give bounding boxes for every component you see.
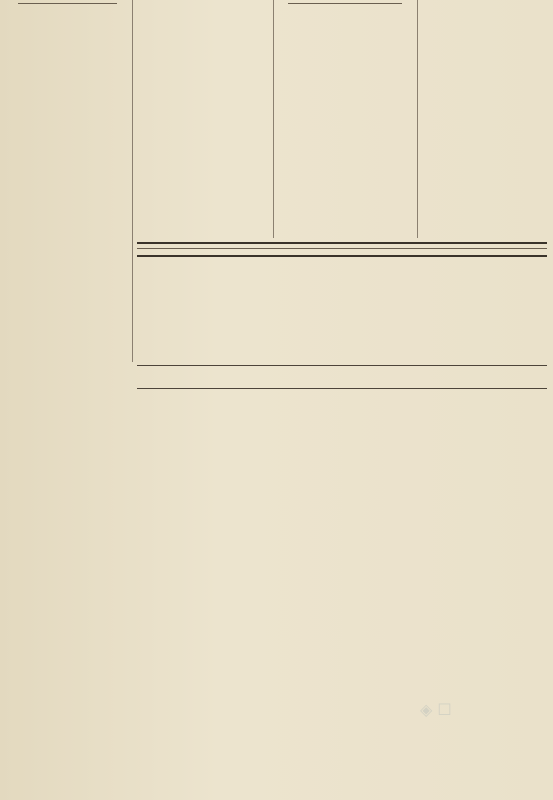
column-divider <box>417 0 418 238</box>
column-divider <box>273 0 274 238</box>
rule <box>137 242 547 244</box>
column-3 <box>276 0 414 7</box>
pueblos-table <box>137 238 547 261</box>
watermark-logo: ◈ ☐ <box>420 700 452 719</box>
list-headers <box>137 365 547 389</box>
rule <box>137 255 547 257</box>
column-divider <box>132 0 133 362</box>
column-2 <box>137 0 270 3</box>
column-1 <box>6 0 129 10</box>
rule <box>288 3 402 4</box>
rule <box>18 3 117 4</box>
rule <box>137 248 547 249</box>
